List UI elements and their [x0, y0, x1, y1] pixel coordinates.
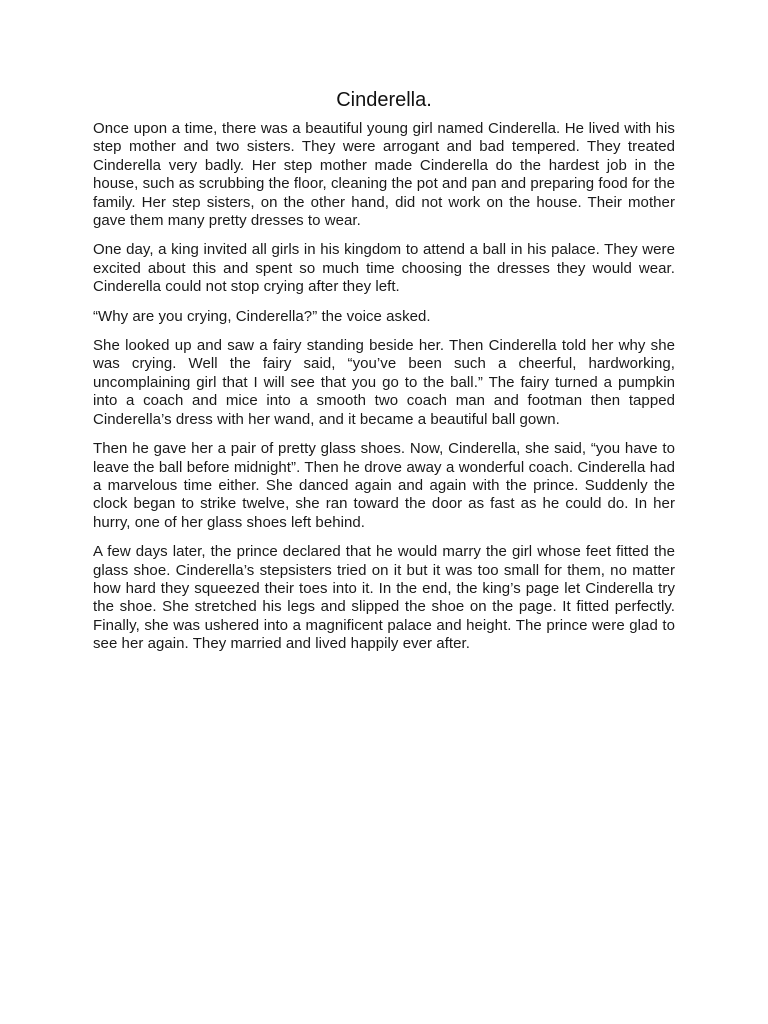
paragraph-2: One day, a king invited all girls in his kingdom to attend a ball in his palace. They were excited about this and spent so much time choosing the dresses they would wear. Cinderella could not stop crying after they left. — [93, 241, 675, 296]
paragraph-5: Then he gave her a pair of pretty glass shoes. Now, Cinderella, she said, “you have to leave the ball before midnight”. Then he drove away a wonderful coach. Cinderella had a marvelous time either. She danced again and again with the prince. Suddenly the clock began to strike twelve, she ran toward the door as fast as he could do. In her hurry, one of her glass shoes left behind. — [93, 440, 675, 531]
paragraph-3: “Why are you crying, Cinderella?” the voice asked. — [93, 307, 431, 325]
paragraph-1: Once upon a time, there was a beautiful young girl named Cinderella. He lived with his step mother and two sisters. They were arrogant and bad tempered. They treated Cinderella very badly. Her step mother made Cinderella do the hardest job in the house, such as scrubbing the floor, cleaning the pot and pan and preparing food for the family. Her step sisters, on the other hand, did not work on the house. Their mother gave them many pretty dresses to wear. — [93, 120, 675, 230]
document-title: Cinderella. — [336, 89, 432, 111]
paragraph-6: A few days later, the prince declared that he would marry the girl whose feet fitted the glass shoe. Cinderella’s stepsisters tried on it but it was too small for them, no matter how hard they squeezed their toes into it. In the end, the king’s page let Cinderella try the shoe. She stretched his legs and slipped the shoe on the page. It fitted perfectly. Finally, she was ushered into a magnificent palace and height. The prince were glad to see her again. They married and lived happily ever after. — [93, 543, 675, 653]
document-page — [93, 88, 675, 665]
paragraph-4: She looked up and saw a fairy standing beside her. Then Cinderella told her why she was crying. Well the fairy said, “you’ve been such a cheerful, hardworking, uncomplaining girl that I will see that you go to the ball.” The fairy turned a pumpkin into a coach and mice into a smooth two coach man and footman then tapped Cinderella’s dress with her wand, and it became a beautiful ball gown. — [93, 337, 675, 428]
